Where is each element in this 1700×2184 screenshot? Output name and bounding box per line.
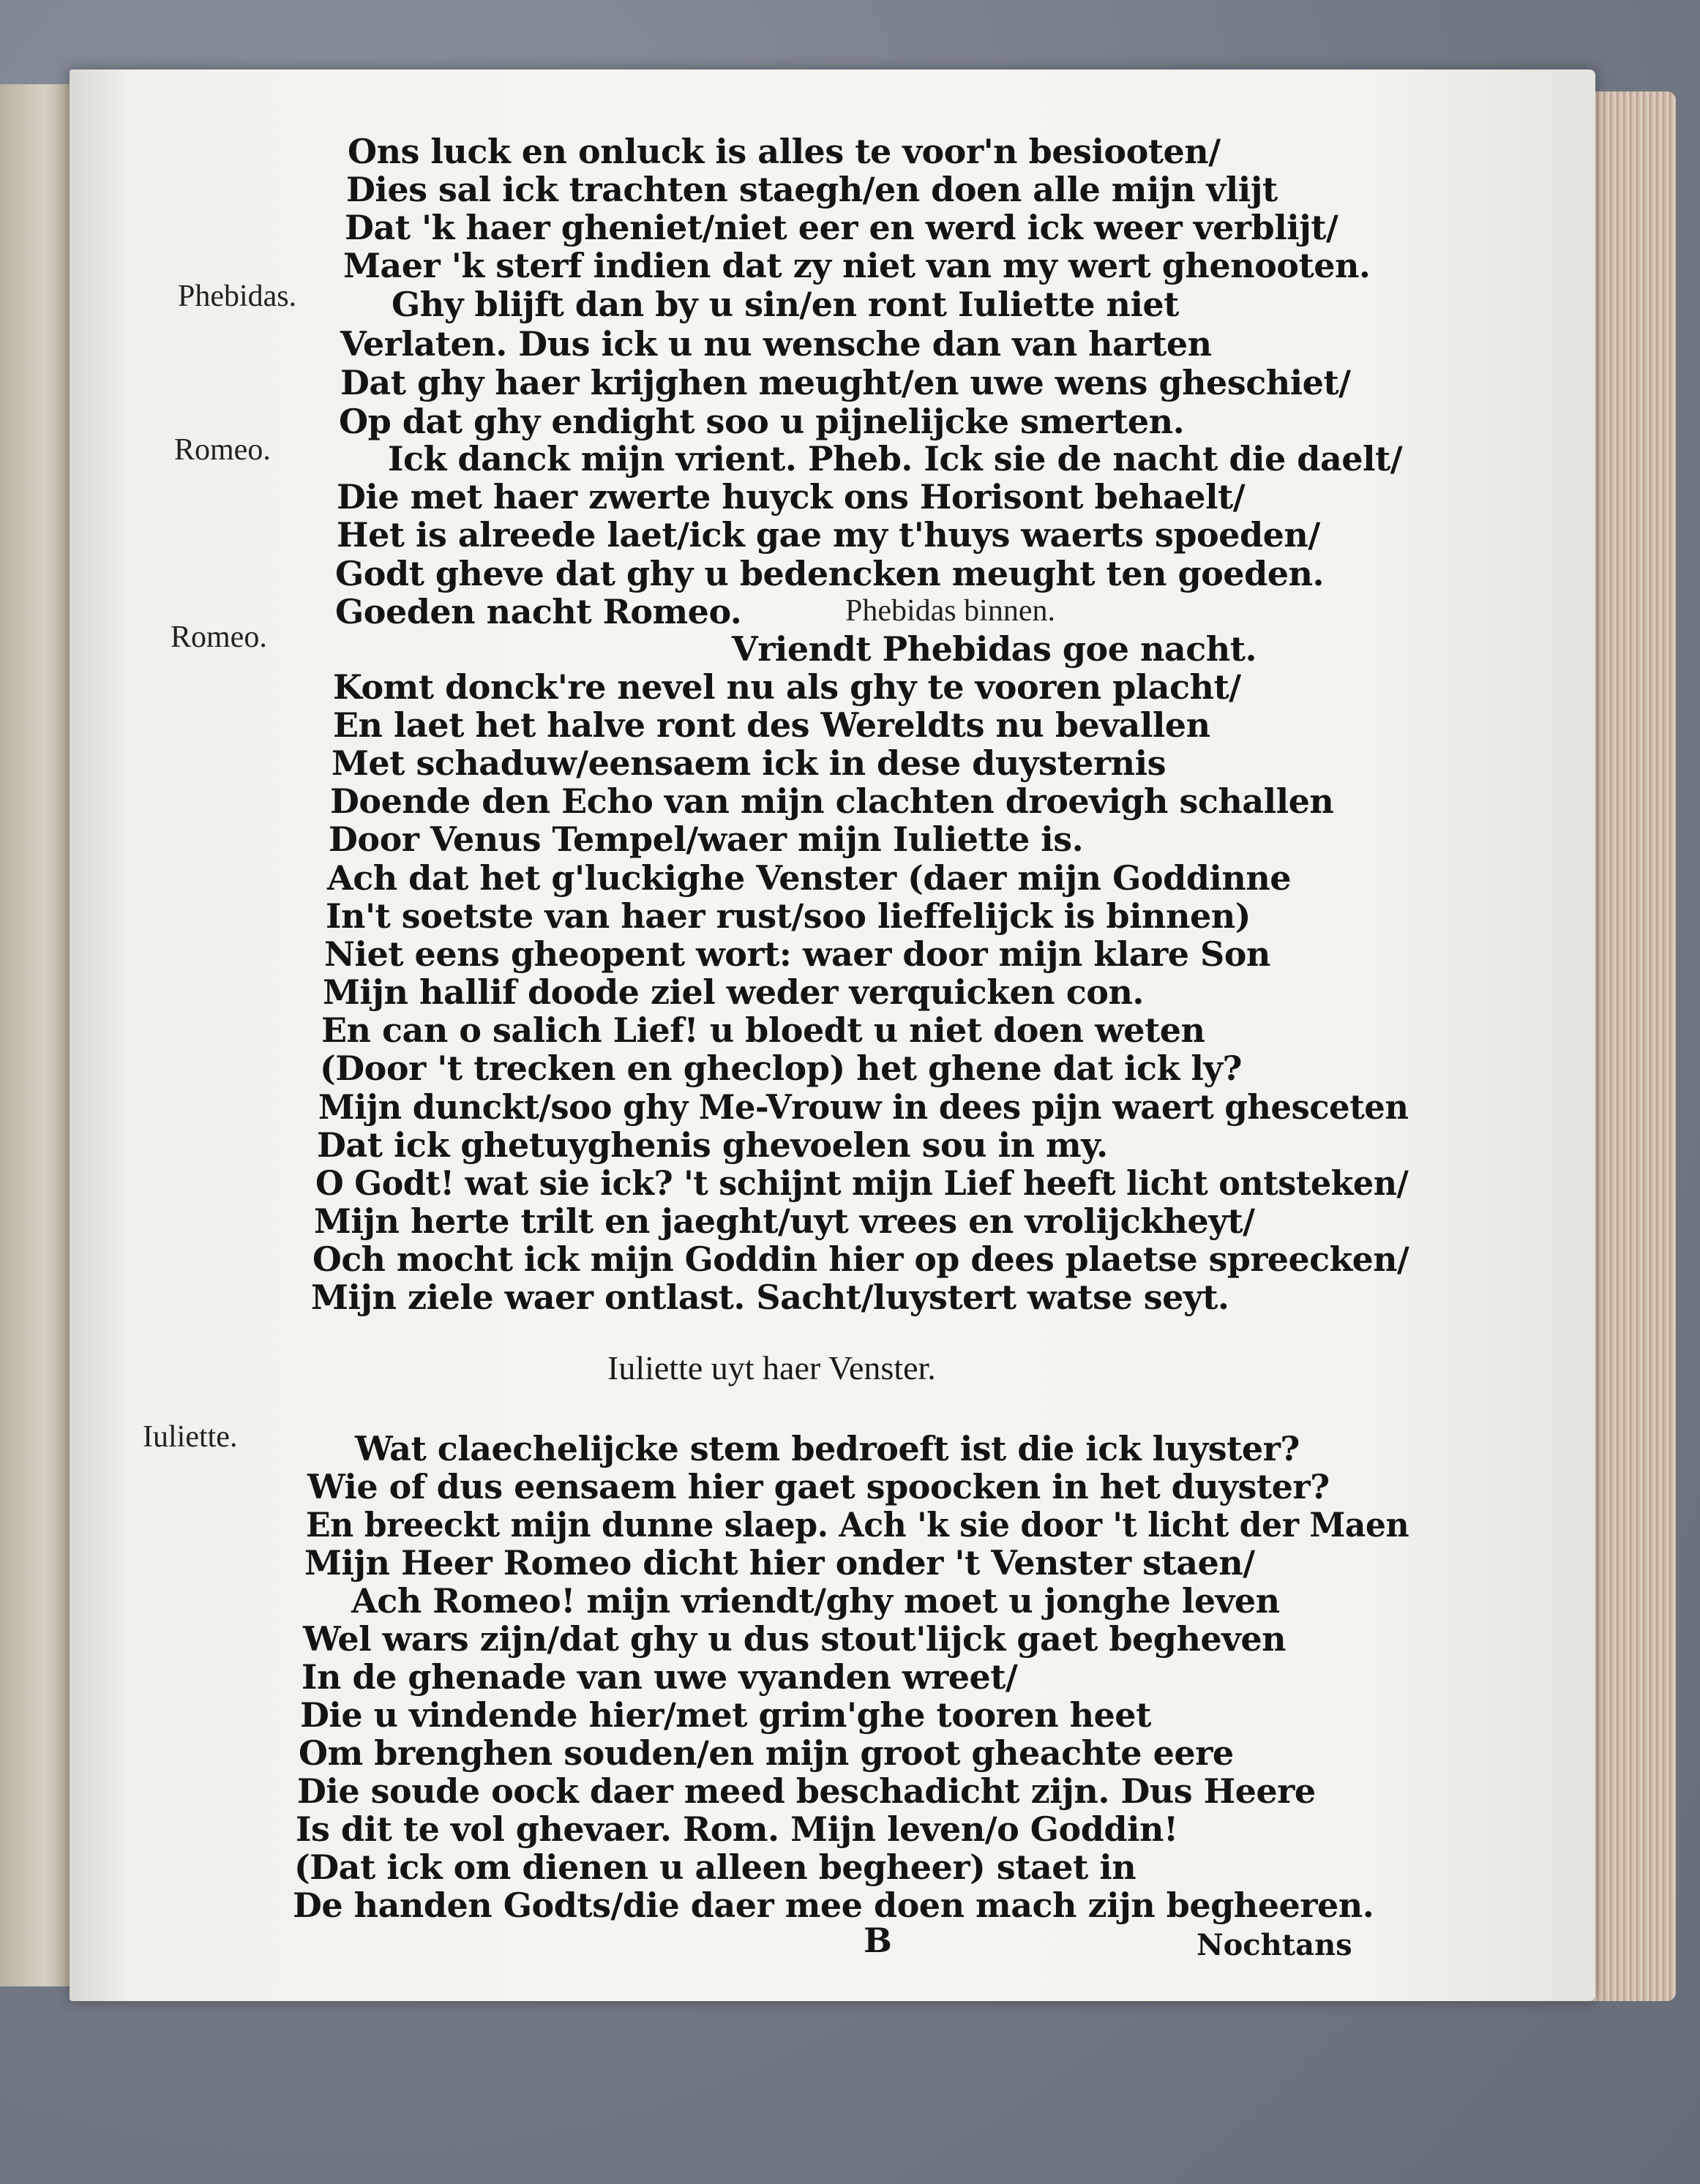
verse-line: Verlaten. Dus ick u nu wensche dan van harten <box>340 324 1212 364</box>
verse-line: O Godt! wat sie ick? 't schijnt mijn Lief heeft licht ontsteken/ <box>315 1163 1409 1203</box>
verse-line: Die met haer zwerte huyck ons Horisont behaelt/ <box>337 477 1246 517</box>
scene-heading: Iuliette uyt haer Venster. <box>607 1349 936 1386</box>
verse-line: Dat ick ghetuyghenis ghevoelen sou in my. <box>317 1125 1108 1165</box>
verse-line: En can o salich Lief! u bloedt u niet doen weten <box>321 1010 1205 1050</box>
verse-line: Dies sal ick trachten staegh/en doen alle mijn vlijt <box>346 170 1278 209</box>
verse-line: Wie of dus eensaem hier gaet spoocken in het duyster? <box>307 1467 1330 1506</box>
verse-line: In't soetste van haer rust/soo lieffelijck is binnen) <box>326 896 1251 936</box>
verse-line: Wat claechelijcke stem bedroeft ist die ick luyster? <box>355 1429 1300 1468</box>
verse-line: Ghy blijft dan by u sin/en ront Iuliette niet <box>392 285 1179 324</box>
speaker-name: Romeo. <box>174 433 271 467</box>
verse-line: Door Venus Tempel/waer mijn Iuliette is. <box>329 819 1084 859</box>
verse-line: Godt gheve dat ghy u bedencken meught ten goeden. <box>335 554 1324 593</box>
verse-line: Ons luck en onluck is alles te voor'n besiooten/ <box>348 132 1221 171</box>
signature-mark: B <box>864 1921 892 1960</box>
verse-line: (Door 't trecken en gheclop) het ghene dat ick ly? <box>320 1048 1243 1088</box>
verse-line: Ach Romeo! mijn vriendt/ghy moet u jonghe leven <box>351 1581 1280 1621</box>
verse-line: Goeden nacht Romeo. <box>335 592 742 631</box>
verse-line: Och mocht ick mijn Goddin hier op dees plaetse spreecken/ <box>312 1239 1409 1279</box>
verse-line: Vriendt Phebidas goe nacht. <box>732 629 1257 669</box>
verse-line: En laet het halve ront des Wereldts nu bevallen <box>333 705 1210 745</box>
verse-line: Mijn hallif doode ziel weder verquicken con. <box>323 972 1144 1012</box>
book <box>0 70 1676 2001</box>
verse-line: Dat ghy haer krijghen meught/en uwe wens gheschiet/ <box>340 363 1351 402</box>
verse-line: Dat 'k haer gheniet/niet eer en werd ick weer verblijt/ <box>345 208 1338 247</box>
catchword: Nochtans <box>1197 1928 1352 1962</box>
verse-line: Mijn dunckt/soo ghy Me-Vrouw in dees pijn waert ghesceten <box>318 1087 1409 1127</box>
verse-line: Om brenghen souden/en mijn groot gheachte eere <box>299 1733 1234 1773</box>
verse-line: (Dat ick om dienen u alleen begheer) staet in <box>294 1847 1137 1887</box>
speaker-name: Phebidas. <box>178 279 297 313</box>
verse-line: Ach dat het g'luckighe Venster (daer mijn Goddinne <box>327 858 1292 898</box>
verse-line: Wel wars zijn/dat ghy u dus stout'lijck gaet begheven <box>303 1619 1287 1659</box>
verse-line: Met schaduw/eensaem ick in dese duysternis <box>332 743 1166 783</box>
verse-line: Is dit te vol ghevaer. Rom. Mijn leven/o Goddin! <box>296 1809 1178 1849</box>
verse-line: Mijn ziele waer ontlast. Sacht/luystert watse seyt. <box>311 1277 1229 1317</box>
verse-line: Op dat ghy endight soo u pijnelijcke smerten. <box>339 402 1185 441</box>
verse-line: Niet eens gheopent wort: waer door mijn klare Son <box>324 934 1270 974</box>
verse-line: Maer 'k sterf indien dat zy niet van my wert ghenooten. <box>343 246 1371 285</box>
verse-line: En breeckt mijn dunne slaep. Ach 'k sie door 't licht der Maen <box>306 1505 1409 1545</box>
stage-direction: Phebidas binnen. <box>845 594 1055 628</box>
verse-line: Mijn Heer Romeo dicht hier onder 't Venster staen/ <box>304 1543 1255 1583</box>
previous-page-edge <box>0 84 80 1986</box>
verse-line: Mijn herte trilt en jaeght/uyt vrees en vrolijckheyt/ <box>314 1201 1255 1241</box>
speaker-name: Romeo. <box>171 620 267 654</box>
speaker-name: Iuliette. <box>143 1420 238 1454</box>
verse-line: Die u vindende hier/met grim'ghe tooren heet <box>300 1695 1151 1735</box>
verse-line: Doende den Echo van mijn clachten droevigh schallen <box>330 781 1334 821</box>
verse-line: De handen Godts/die daer mee doen mach zijn begheeren. <box>293 1885 1374 1925</box>
verse-line: Komt donck're nevel nu als ghy te vooren placht/ <box>333 667 1241 707</box>
verse-line: In de ghenade van uwe vyanden wreet/ <box>302 1657 1018 1697</box>
verse-line: Die soude oock daer meed beschadicht zijn. Dus Heere <box>297 1771 1316 1811</box>
verse-line: Het is alreede laet/ick gae my t'huys waerts spoeden/ <box>337 515 1320 555</box>
printed-page <box>70 70 1595 2001</box>
verse-line: Ick danck mijn vrient. Pheb. Ick sie de nacht die daelt/ <box>388 439 1403 479</box>
